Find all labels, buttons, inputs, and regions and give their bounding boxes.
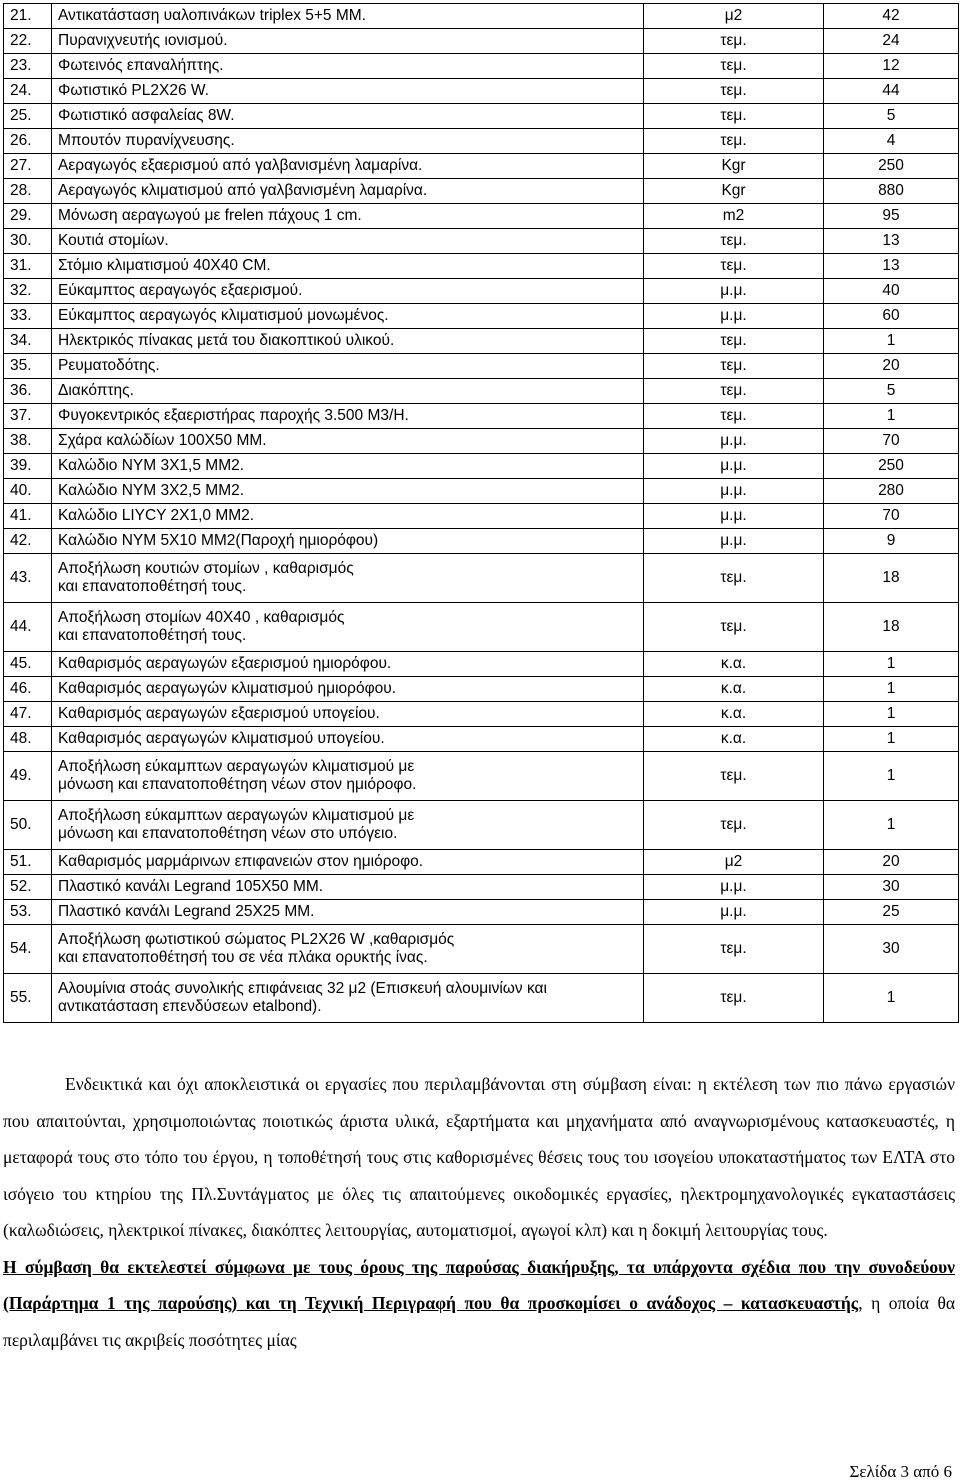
item-description-line: Ηλεκτρικός πίνακας μετά του διακοπτικού υλικού. xyxy=(58,332,395,349)
table-row xyxy=(4,727,959,752)
item-number: 43. xyxy=(4,554,52,603)
item-number: 26. xyxy=(4,129,52,154)
item-description-line: Καθαρισμός αεραγωγών κλιματισμού ημιορόφου. xyxy=(58,680,397,697)
item-number: 53. xyxy=(4,900,52,925)
item-description xyxy=(52,900,644,925)
table-row xyxy=(4,54,959,79)
item-description xyxy=(52,204,644,229)
item-description xyxy=(52,727,644,752)
item-description-line: Φυγοκεντρικός εξαεριστήρας παροχής 3.500 M3/H. xyxy=(58,407,409,424)
item-description-line: Εύκαμπτος αεραγωγός εξαερισμού. xyxy=(58,282,303,299)
terms-paragraph xyxy=(3,1249,955,1359)
item-description-line: Φωτεινός επαναλήπτης. xyxy=(58,57,224,74)
item-number: 44. xyxy=(4,603,52,652)
item-unit: τεμ. xyxy=(644,379,824,404)
item-description-line: Καλώδιο LIYCY 2X1,0 MM2. xyxy=(58,507,255,524)
table-row xyxy=(4,379,959,404)
item-description-line: Αποξήλωση φωτιστικού σώματος PL2X26 W ,καθαρισμός xyxy=(58,931,455,948)
item-unit: μ.μ. xyxy=(644,504,824,529)
item-description xyxy=(52,79,644,104)
item-unit: τεμ. xyxy=(644,801,824,850)
item-quantity: 95 xyxy=(824,204,959,229)
item-description xyxy=(52,652,644,677)
item-unit: τεμ. xyxy=(644,925,824,974)
item-unit: μ.μ. xyxy=(644,479,824,504)
item-number: 29. xyxy=(4,204,52,229)
item-unit: τεμ. xyxy=(644,29,824,54)
item-number: 31. xyxy=(4,254,52,279)
item-description xyxy=(52,554,644,603)
item-quantity: 4 xyxy=(824,129,959,154)
table-row xyxy=(4,801,959,850)
table-row xyxy=(4,179,959,204)
item-description-line: Μπουτόν πυρανίχνευσης. xyxy=(58,132,235,149)
table-row xyxy=(4,29,959,54)
item-description-line: Ρευματοδότης. xyxy=(58,357,160,374)
item-number: 33. xyxy=(4,304,52,329)
item-unit: μ.μ. xyxy=(644,304,824,329)
item-description xyxy=(52,4,644,29)
item-description-line: Φωτιστικό ασφαλείας 8W. xyxy=(58,107,235,124)
table-row xyxy=(4,354,959,379)
item-number: 41. xyxy=(4,504,52,529)
item-quantity: 13 xyxy=(824,229,959,254)
item-unit: τεμ. xyxy=(644,129,824,154)
item-unit: τεμ. xyxy=(644,603,824,652)
item-unit: μ2 xyxy=(644,850,824,875)
table-row xyxy=(4,254,959,279)
item-unit: τεμ. xyxy=(644,752,824,801)
item-quantity: 280 xyxy=(824,479,959,504)
item-description-line: Αποξήλωση εύκαμπτων αεραγωγών κλιματισμού με xyxy=(58,807,415,824)
works-paragraph: Ενδεικτικά και όχι αποκλειστικά οι εργασίες που περιλαμβάνονται στη σύμβαση είναι: η εκτέλεση των πιο πάνω εργασιών που απαιτούνται, χρησιμοποιώντας ποιοτικώς άριστα υλικά, εξαρτήματα και μηχανήματα από αναγνωρισμένους κατασκευαστές, η μεταφορά τους στο τόπο του έργου, η τοποθέτησή τους στις καθορισμένες θέσεις τους του ισογείου υποκαταστήματος των ΕΛΤΑ στο ισόγειο του κτηρίου της Πλ.Συντάγματος με όλες τις απαιτούμενες οικοδομικές εργασίες, ηλεκτρομηχανολογικές εγκαταστάσεις (καλωδιώσεις, ηλεκτρικοί πίνακες, διακόπτες λειτουργίας, αυτοματισμοί, αγωγοί κλπ) και η δοκιμή λειτουργίας τους. xyxy=(3,1074,955,1240)
item-number: 45. xyxy=(4,652,52,677)
item-quantity: 20 xyxy=(824,850,959,875)
table-row xyxy=(4,429,959,454)
item-unit: κ.α. xyxy=(644,652,824,677)
table-row xyxy=(4,79,959,104)
item-unit: μ.μ. xyxy=(644,454,824,479)
item-number: 30. xyxy=(4,229,52,254)
item-quantity: 70 xyxy=(824,504,959,529)
page-number: Σελίδα 3 από 6 xyxy=(849,1462,952,1481)
item-description-line: Αντικατάσταση υαλοπινάκων triplex 5+5 MM. xyxy=(58,7,366,24)
item-quantity: 1 xyxy=(824,329,959,354)
table-row xyxy=(4,504,959,529)
table-row xyxy=(4,154,959,179)
table-row xyxy=(4,603,959,652)
item-description-line: Αποξήλωση εύκαμπτων αεραγωγών κλιματισμού με xyxy=(58,758,415,775)
item-quantity: 30 xyxy=(824,925,959,974)
table-row xyxy=(4,4,959,29)
item-unit: μ.μ. xyxy=(644,529,824,554)
item-description-line: Καλώδιο NYM 5X10 MM2(Παροχή ημιορόφου) xyxy=(58,532,379,549)
item-description xyxy=(52,104,644,129)
item-unit: τεμ. xyxy=(644,404,824,429)
item-description xyxy=(52,429,644,454)
item-unit: Kgr xyxy=(644,179,824,204)
item-number: 25. xyxy=(4,104,52,129)
item-description xyxy=(52,529,644,554)
item-unit: τεμ. xyxy=(644,254,824,279)
item-description-line: αντικατάσταση επενδύσεων etalbond). xyxy=(58,998,322,1015)
item-quantity: 880 xyxy=(824,179,959,204)
item-quantity: 250 xyxy=(824,154,959,179)
table-row xyxy=(4,204,959,229)
item-quantity: 18 xyxy=(824,603,959,652)
item-number: 49. xyxy=(4,752,52,801)
item-quantity: 5 xyxy=(824,379,959,404)
table-row xyxy=(4,229,959,254)
item-description-line: Καθαρισμός αεραγωγών εξαερισμού υπογείου. xyxy=(58,705,380,722)
item-number: 34. xyxy=(4,329,52,354)
item-unit: Kgr xyxy=(644,154,824,179)
table-row xyxy=(4,702,959,727)
item-unit: m2 xyxy=(644,204,824,229)
item-description-line: Αποξήλωση κουτιών στομίων , καθαρισμός xyxy=(58,560,354,577)
item-quantity: 1 xyxy=(824,677,959,702)
item-number: 23. xyxy=(4,54,52,79)
item-unit: κ.α. xyxy=(644,677,824,702)
item-description-line: και επανατοποθέτησή του σε νέα πλάκα ορυκτής ίνας. xyxy=(58,949,428,966)
item-unit: τεμ. xyxy=(644,54,824,79)
item-description xyxy=(52,329,644,354)
item-number: 47. xyxy=(4,702,52,727)
item-quantity: 1 xyxy=(824,404,959,429)
item-description-line: μόνωση και επανατοποθέτηση νέων στον ημιόροφο. xyxy=(58,776,417,793)
item-quantity: 25 xyxy=(824,900,959,925)
item-description xyxy=(52,154,644,179)
item-description-line: Εύκαμπτος αεραγωγός κλιματισμού μονωμένος. xyxy=(58,307,389,324)
terms-underlined-text: Η σύμβαση θα εκτελεστεί σύμφωνα με τους όρους της παρούσας διακήρυξης, τα υπάρχοντα σχέδια που την συνοδεύουν (Παράρτημα 1 της παρούσης) και τη Τεχνική Περιγραφή που θα προσκομίσει ο ανάδοχος – κατασκευαστής xyxy=(3,1256,955,1313)
item-number: 28. xyxy=(4,179,52,204)
item-unit: τεμ. xyxy=(644,229,824,254)
item-description xyxy=(52,677,644,702)
item-number: 36. xyxy=(4,379,52,404)
item-description-line: Αεραγωγός εξαερισμού από γαλβανισμένη λαμαρίνα. xyxy=(58,157,423,174)
item-number: 55. xyxy=(4,974,52,1023)
item-description xyxy=(52,974,644,1023)
item-unit: τεμ. xyxy=(644,329,824,354)
item-quantity: 70 xyxy=(824,429,959,454)
table-row xyxy=(4,329,959,354)
table-row xyxy=(4,925,959,974)
item-unit: τεμ. xyxy=(644,554,824,603)
item-description xyxy=(52,129,644,154)
item-number: 51. xyxy=(4,850,52,875)
item-description xyxy=(52,504,644,529)
item-description-line: Αλουμίνια στοάς συνολικής επιφάνειας 32 μ2 (Επισκευή αλουμινίων και xyxy=(58,980,547,997)
item-description-line: Αποξήλωση στομίων 40X40 , καθαρισμός xyxy=(58,609,345,626)
table-row xyxy=(4,304,959,329)
table-row xyxy=(4,677,959,702)
item-number: 39. xyxy=(4,454,52,479)
item-number: 35. xyxy=(4,354,52,379)
item-description-line: Πλαστικό κανάλι Legrand 105X50 MM. xyxy=(58,878,324,895)
item-quantity: 1 xyxy=(824,702,959,727)
item-description xyxy=(52,702,644,727)
item-description-line: Φωτιστικό PL2X26 W. xyxy=(58,82,209,99)
item-quantity: 1 xyxy=(824,752,959,801)
item-unit: μ.μ. xyxy=(644,279,824,304)
item-number: 38. xyxy=(4,429,52,454)
item-quantity: 30 xyxy=(824,875,959,900)
item-unit: τεμ. xyxy=(644,974,824,1023)
table-row xyxy=(4,104,959,129)
terms-rest-text: , η οποία θα περιλαμβάνει τις ακριβείς ποσότητες μίας xyxy=(3,1293,955,1350)
item-description xyxy=(52,179,644,204)
table-row xyxy=(4,279,959,304)
item-description-line: Πλαστικό κανάλι Legrand 25X25 MM. xyxy=(58,903,315,920)
item-unit: τεμ. xyxy=(644,79,824,104)
item-quantity: 18 xyxy=(824,554,959,603)
item-unit: μ.μ. xyxy=(644,900,824,925)
table-row xyxy=(4,752,959,801)
item-quantity: 40 xyxy=(824,279,959,304)
table-row xyxy=(4,900,959,925)
table-row xyxy=(4,454,959,479)
item-quantity: 1 xyxy=(824,974,959,1023)
item-unit: κ.α. xyxy=(644,727,824,752)
item-quantity: 20 xyxy=(824,354,959,379)
item-description xyxy=(52,404,644,429)
item-description xyxy=(52,279,644,304)
item-description xyxy=(52,54,644,79)
item-quantity: 1 xyxy=(824,727,959,752)
item-description-line: και επανατοποθέτησή τους. xyxy=(58,578,247,595)
item-description-line: Διακόπτης. xyxy=(58,382,134,399)
table-row xyxy=(4,529,959,554)
item-unit: κ.α. xyxy=(644,702,824,727)
item-quantity: 1 xyxy=(824,801,959,850)
item-description-line: Σχάρα καλώδίων 100X50 MM. xyxy=(58,432,267,449)
item-quantity: 12 xyxy=(824,54,959,79)
item-description-line: Μόνωση αεραγωγού με frelen πάχους 1 cm. xyxy=(58,207,362,224)
item-number: 21. xyxy=(4,4,52,29)
item-quantity: 13 xyxy=(824,254,959,279)
item-description-line: Καθαρισμός αεραγωγών κλιματισμού υπογείου. xyxy=(58,730,385,747)
table-row xyxy=(4,875,959,900)
item-description xyxy=(52,354,644,379)
item-description-line: Καθαρισμός αεραγωγών εξαερισμού ημιορόφου. xyxy=(58,655,392,672)
item-unit: τεμ. xyxy=(644,104,824,129)
item-description xyxy=(52,850,644,875)
item-description-line: Στόμιο κλιματισμού 40X40 CM. xyxy=(58,257,271,274)
item-description-line: Καθαρισμός μαρμάρινων επιφανειών στον ημιόροφο. xyxy=(58,853,424,870)
item-number: 46. xyxy=(4,677,52,702)
item-description-line: Καλώδιο NYM 3X1,5 MM2. xyxy=(58,457,245,474)
item-quantity: 42 xyxy=(824,4,959,29)
item-description-line: και επανατοποθέτησή τους. xyxy=(58,627,247,644)
item-number: 32. xyxy=(4,279,52,304)
item-number: 22. xyxy=(4,29,52,54)
item-number: 50. xyxy=(4,801,52,850)
table-row xyxy=(4,404,959,429)
item-description xyxy=(52,479,644,504)
table-row xyxy=(4,850,959,875)
item-quantity: 1 xyxy=(824,652,959,677)
item-number: 27. xyxy=(4,154,52,179)
item-number: 54. xyxy=(4,925,52,974)
item-description-line: Αεραγωγός κλιματισμού από γαλβανισμένη λαμαρίνα. xyxy=(58,182,428,199)
item-description-line: Πυρανιχνευτής ιονισμού. xyxy=(58,32,228,49)
item-description xyxy=(52,229,644,254)
table-row xyxy=(4,479,959,504)
item-description-line: Καλώδιο NYM 3X2,5 MM2. xyxy=(58,482,245,499)
item-description xyxy=(52,304,644,329)
item-description xyxy=(52,29,644,54)
item-unit: μ.μ. xyxy=(644,875,824,900)
item-description xyxy=(52,254,644,279)
item-quantity: 24 xyxy=(824,29,959,54)
item-description xyxy=(52,875,644,900)
item-description xyxy=(52,925,644,974)
item-description xyxy=(52,603,644,652)
item-description xyxy=(52,752,644,801)
item-number: 48. xyxy=(4,727,52,752)
items-table-body xyxy=(4,4,959,1023)
table-row xyxy=(4,554,959,603)
item-quantity: 60 xyxy=(824,304,959,329)
item-unit: τεμ. xyxy=(644,354,824,379)
item-number: 42. xyxy=(4,529,52,554)
item-description xyxy=(52,454,644,479)
item-number: 52. xyxy=(4,875,52,900)
item-quantity: 9 xyxy=(824,529,959,554)
items-table xyxy=(3,3,959,1023)
item-quantity: 5 xyxy=(824,104,959,129)
item-quantity: 250 xyxy=(824,454,959,479)
item-description xyxy=(52,379,644,404)
table-row xyxy=(4,974,959,1023)
item-quantity: 44 xyxy=(824,79,959,104)
item-number: 40. xyxy=(4,479,52,504)
item-unit: μ2 xyxy=(644,4,824,29)
item-unit: μ.μ. xyxy=(644,429,824,454)
item-description-line: Κουτιά στομίων. xyxy=(58,232,169,249)
item-number: 24. xyxy=(4,79,52,104)
table-row xyxy=(4,652,959,677)
contract-description xyxy=(3,1066,955,1358)
item-description xyxy=(52,801,644,850)
item-description-line: μόνωση και επανατοποθέτηση νέων στο υπόγειο. xyxy=(58,825,398,842)
table-row xyxy=(4,129,959,154)
item-number: 37. xyxy=(4,404,52,429)
